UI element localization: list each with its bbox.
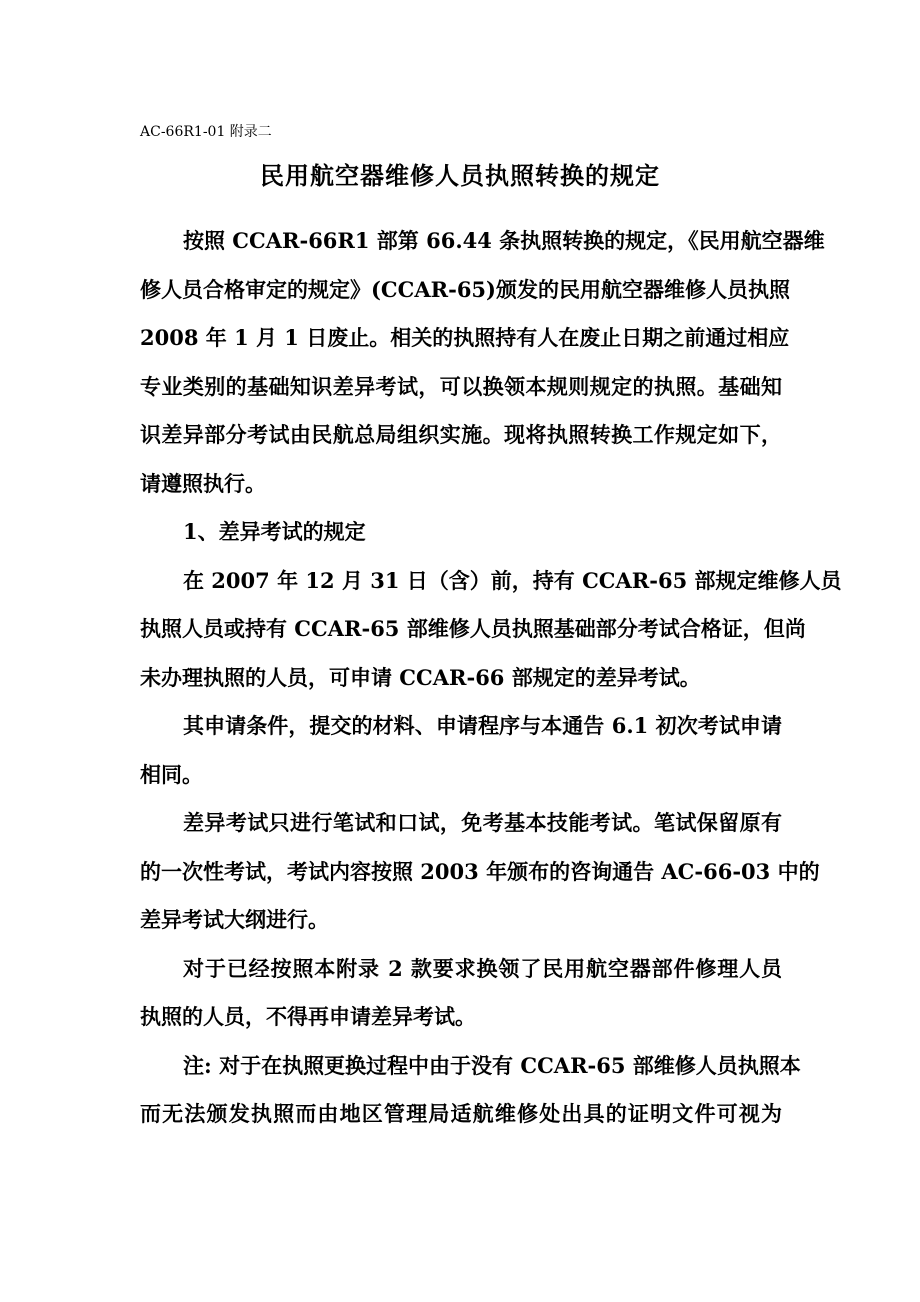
- text-line: 1、差异考试的规定: [183, 519, 366, 544]
- text-line: 的一次性考试，考试内容按照 2003 年颁布的咨询通告 AC-66-03 中的: [140, 858, 820, 884]
- text-line: 识差异部分考试由民航总局组织实施。现将执照转换工作规定如下，: [140, 422, 782, 447]
- text-line: 未办理执照的人员，可申请 CCAR-66 部规定的差异考试。: [140, 664, 701, 690]
- text-line: 差异考试大纲进行。: [140, 907, 329, 932]
- text-line: 按照 CCAR-66R1 部第 66.44 条执照转换的规定，《民用航空器维: [183, 228, 825, 253]
- document-header: AC-66R1-01 附录二: [140, 124, 272, 140]
- text-line: 其申请条件，提交的材料、申请程序与本通告 6.1 初次考试申请: [183, 713, 782, 738]
- text-line: 执照的人员，不得再申请差异考试。: [140, 1004, 476, 1029]
- text-line: 注: 对于在执照更换过程中由于没有 CCAR-65 部维修人员执照本: [183, 1052, 801, 1078]
- document-body: [140, 228, 842, 1150]
- text-line: 请遵照执行。: [140, 470, 266, 496]
- text-line: 而无法颁发执照而由地区管理局适航维修处出具的证明文件可视为: [140, 1101, 782, 1126]
- text-line: 修人员合格审定的规定》(CCAR-65)颁发的民用航空器维修人员执照: [140, 276, 790, 302]
- text-line: 在 2007 年 12 月 31 日（含）前，持有 CCAR-65 部规定维修人员: [183, 567, 842, 593]
- text-line: 专业类别的基础知识差异考试，可以换领本规则规定的执照。基础知: [140, 373, 782, 399]
- text-line: 对于已经按照本附录 2 款要求换领了民用航空器部件修理人员: [183, 955, 782, 981]
- text-line: 执照人员或持有 CCAR-65 部维修人员执照基础部分考试合格证，但尚: [140, 616, 806, 641]
- text-line: 相同。: [140, 761, 203, 787]
- text-line: 差异考试只进行笔试和口试，免考基本技能考试。笔试保留原有: [183, 810, 782, 835]
- text-line: 2008 年 1 月 1 日废止。相关的执照持有人在废止日期之前通过相应: [140, 325, 790, 350]
- document-title: 民用航空器维修人员执照转换的规定: [260, 161, 660, 190]
